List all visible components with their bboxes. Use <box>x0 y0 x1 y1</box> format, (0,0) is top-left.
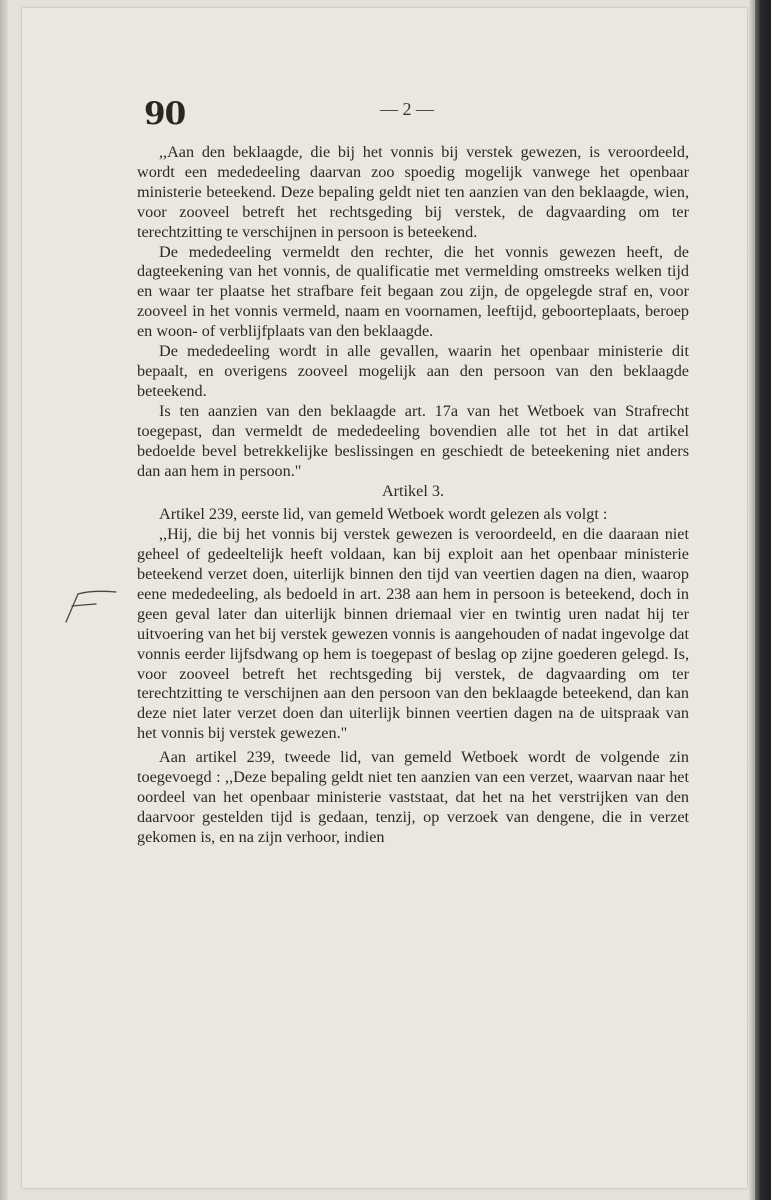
paragraph: Aan artikel 239, tweede lid, van gemeld Wetboek wordt de volgende zin toegevoegd : ,,Deze bepaling geldt niet ten aanzien van een verzet, waarvan naar het oordeel van het openbaar ministerie vaststaat, dat het na het verstrijken van den daarvoor gestelden tijd is gedaan, tenzij, op verzoek van dengene, die in verzet gekomen is, en na zijn verhoor, indien <box>137 748 689 846</box>
body-text <box>137 143 689 848</box>
paragraph: Is ten aanzien van den beklaagde art. 17a van het Wetboek van Strafrecht toegepast, dan vermeldt de mededeeling bovendien alle tot het in dat artikel bedoelde bevel betrekkelijke beslissingen en geschiedt de beteekening niet anders dan aan hem in persoon." <box>137 401 689 480</box>
paragraph: Artikel 239, eerste lid, van gemeld Wetboek wordt gelezen als volgt : <box>159 505 608 524</box>
folio-number: 90 <box>144 96 186 132</box>
paragraph: De mededeeling vermeldt den rechter, die het vonnis gewezen heeft, de dagteekening van het vonnis, de qualificatie met vermelding omstreeks welken tijd en waar ter plaatse het strafbare feit begaan zou zijn, de opgelegde straf en, voor zooveel in het vonnis vermeld, naam en voornamen, leeftijd, geboorteplaats, beroep en woon- of verblijfplaats van den beklaagde. <box>137 242 689 341</box>
book-spine <box>755 0 771 1200</box>
paragraph: De mededeeling wordt in alle gevallen, waarin het openbaar ministerie dit bepaalt, en overigens zooveel mogelijk aan den persoon van den beklaagde beteekend. <box>137 342 689 400</box>
paragraph: ,,Aan den beklaagde, die bij het vonnis bij verstek gewezen, is veroordeeld, wordt een mededeeling daarvan zoo spoedig mogelijk vanwege het openbaar ministerie beteekend. Deze bepaling geldt niet ten aanzien van den beklaagde, wien, voor zooveel betreft het rechtsgeding bij verstek, de dagvaarding om ter terechtzitting te verschijnen in persoon is beteekend. <box>137 143 689 241</box>
paragraph: ,,Hij, die bij het vonnis bij verstek gewezen is veroordeeld, en die daaraan niet geheel of gedeeltelijk heeft voldaan, kan bij exploit aan het openbaar ministerie beteekend verzet doen, uiterlijk binnen den tijd van veertien dagen na dien, waarop eene mededeeling, als bedoeld in art. 238 aan hem in persoon is beteekend, doch in geen geval later dan uiterlijk binnen driemaal vier en twintig uren nadat hij ter uitvoering van het bij verstek gewezen vonnis is aangehouden of nadat ingevolge dat vonnis eerder lijfsdwang op hem is toegepast of beslag op zijne goederen gelegd. Is, voor zooveel betreft het rechtsgeding bij verstek, de dagvaarding om ter terechtzitting te verschijnen aan den persoon van den beklaagde beteekend, dan kan deze niet later verzet doen dan uiterlijk binnen veertien dagen na de uitspraak van het vonnis bij verstek gewezen." <box>137 525 689 743</box>
left-page-edge <box>0 0 8 1200</box>
article-heading: Artikel 3. <box>381 482 445 501</box>
pencil-annotation-f <box>58 586 118 626</box>
page-mark: — 2 — <box>380 99 434 119</box>
